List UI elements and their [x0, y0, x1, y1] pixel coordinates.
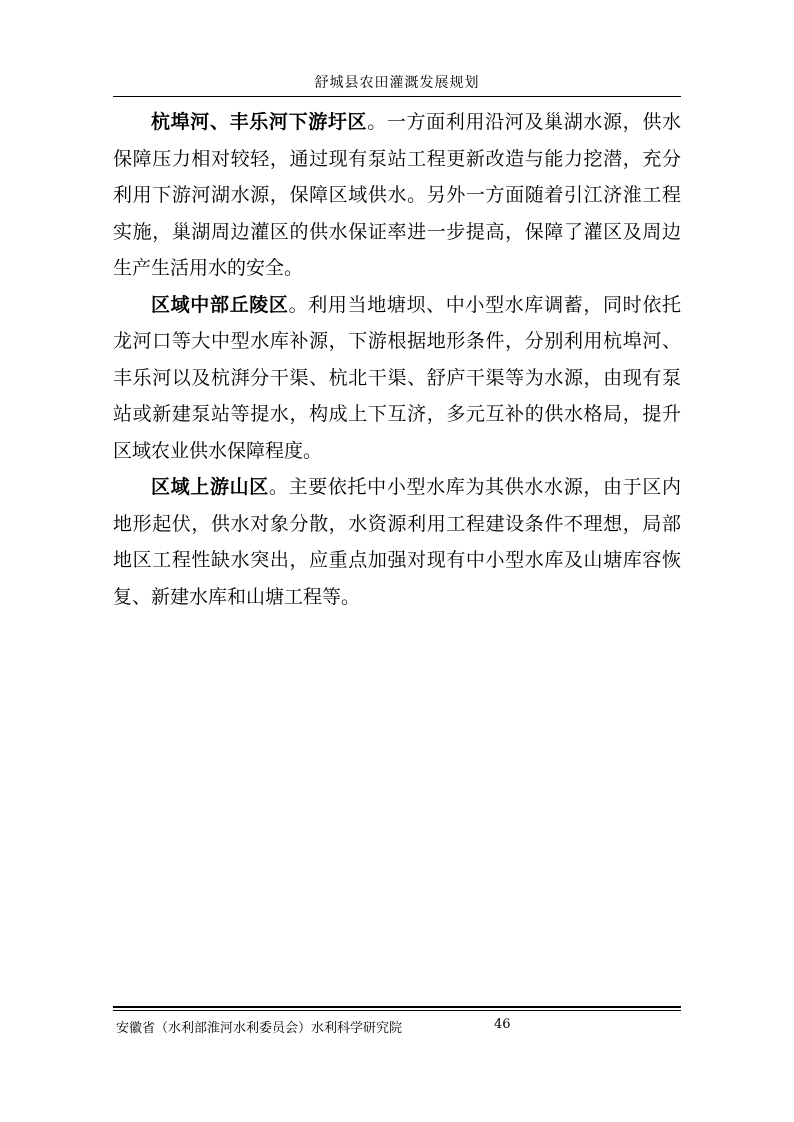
paragraph-lead-heading: 杭埠河、丰乐河下游圩区 [151, 111, 368, 133]
footer-rule-thin [113, 1010, 681, 1011]
body-text [113, 104, 681, 615]
paragraph-body: 。主要依托中小型水库为其供水水源，由于区内地形起伏，供水对象分散，水资源利用工程建设条件不理想，局部地区工程性缺水突出，应重点加强对现有中小型水库及山塘库容恢复、新建水库和山塘工程等。 [113, 476, 681, 608]
paragraph-lead-heading: 区域上游山区 [151, 476, 269, 498]
paragraph-body: 。利用当地塘坝、中小型水库调蓄，同时依托龙河口等大中型水库补源，下游根据地形条件，分别利用杭埠河、丰乐河以及杭湃分干渠、杭北干渠、舒庐干渠等为水源，由现有泵站或新建泵站等提水，构成上下互济，多元互补的供水格局，提升区域农业供水保障程度。 [113, 293, 681, 462]
footer-rule-thick [113, 1006, 681, 1008]
paragraph-downstream-polder [113, 104, 681, 287]
header-rule [113, 96, 681, 97]
page-number: 46 [494, 1017, 511, 1032]
running-header-title: 舒城县农田灌溉发展规划 [314, 75, 480, 91]
paragraph-lead-heading: 区域中部丘陵区 [151, 293, 289, 316]
paragraph-central-hills [113, 287, 681, 470]
paragraph-upstream-mountains [113, 469, 681, 615]
footer-organization: 安徽省（水利部淮河水利委员会）水利科学研究院 [116, 1021, 403, 1036]
paragraph-body: 。一方面利用沿河及巢湖水源，供水保障压力相对较轻，通过现有泵站工程更新改造与能力挖潜，充分利用下游河湖水源，保障区域供水。另外一方面随着引江济淮工程实施，巢湖周边灌区的供水保证率进一步提高，保障了灌区及周边生产生活用水的安全。 [113, 111, 681, 279]
